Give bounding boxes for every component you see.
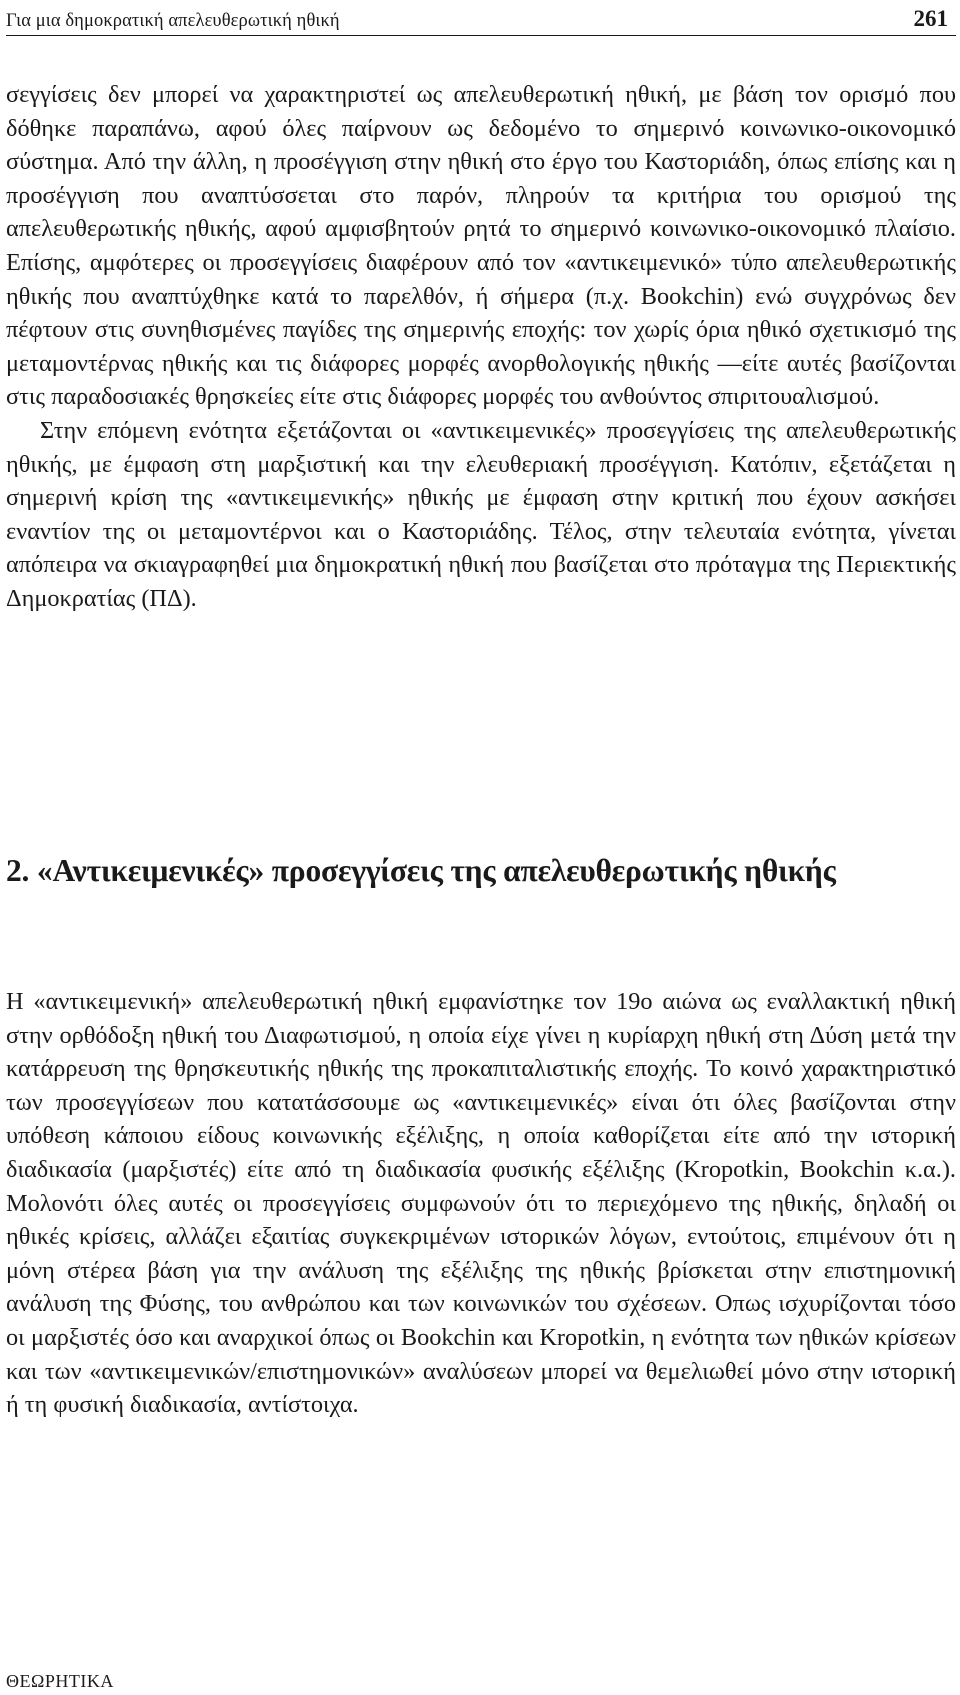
section-heading: 2. «Αντικειμενικές» προσεγγίσεις της απελευθερωτικής ηθικής	[6, 853, 836, 888]
body-text	[6, 78, 956, 616]
book-page	[6, 0, 956, 1695]
footer-journal-name: ΘΕΩΡΗΤΙΚΑ	[6, 1671, 114, 1691]
paragraph: Στην επόμενη ενότητα εξετάζονται οι «αντικειμενικές» προσεγγίσεις της απελευθερωτικής ηθικής, με έμφαση στη μαρξιστική και την ελευθεριακή προσέγγιση. Κατόπιν, εξετάζεται η σημερινή κρίση της «αντικειμενικής» ηθικής με έμφαση στην κριτική που έχουν ασκήσει εναντίον της οι μεταμοντέρνοι και ο Καστοριάδης. Τέλος, στην τελευταία ενότητα, γίνεται απόπειρα να σκιαγραφηθεί μια δημοκρατική ηθική που βασίζεται στο πρόταγμα της Περιεκτικής Δημοκρατίας (ΠΔ).	[6, 416, 956, 612]
section-body	[6, 985, 956, 1422]
running-title: Για μια δημοκρατική απελευθερωτική ηθική	[6, 10, 340, 31]
running-head	[6, 6, 956, 30]
page-number: 261	[913, 6, 948, 31]
section-paragraph: Η «αντικειμενική» απελευθερωτική ηθική εμφανίστηκε τον 19ο αιώνα ως εναλλακτική ηθική στην ορθόδοξη ηθική του Διαφωτισμού, η οποία είχε γίνει η κυρίαρχη ηθική στη Δύση μετά την κατάρρευση της θρησκευτικής ηθικής της προκαπιταλιστικής εποχής. Το κοινό χαρακτηριστικό των προσεγγίσεων που κατατάσσουμε ως «αντικειμενικές» είναι ότι όλες βασίζονται στην υπόθεση κάποιου είδους κοινωνικής εξέλιξης, η οποία καθορίζεται είτε από την ιστορική διαδικασία (μαρξιστές) είτε από τη διαδικασία φυσικής εξέλιξης (Kropotkin, Bookchin κ.α.). Μολονότι όλες αυτές οι προσεγγίσεις συμφωνούν ότι το περιεχόμενο της ηθικής, δηλαδή οι ηθικές κρίσεις, αλλάζει εξαιτίας συγκεκριμένων ιστορικών λόγων, εντούτοις, επιμένουν ότι η μόνη στέρεα βάση για την ανάλυση της εξέλιξης της ηθικής βρίσκεται στην επιστημονική ανάλυση της Φύσης, του ανθρώπου και των κοινωνικών του σχέσεων. Οπως ισχυρίζονται τόσο οι μαρξιστές όσο και αναρχικοί όπως οι Bookchin και Kropotkin, η ενότητα των ηθικών κρίσεων και των «αντικειμενικών/επιστημονικών» αναλύσεων μπορεί να θεμελιωθεί μόνο στην ιστορική ή τη φυσική διαδικασία, αντίστοιχα.	[6, 988, 956, 1419]
header-rule	[6, 35, 956, 36]
paragraph: σεγγίσεις δεν μπορεί να χαρακτηριστεί ως απελευθερωτική ηθική, με βάση τον ορισμό που δόθηκε παραπάνω, αφού όλες παίρνουν ως δεδομένο το σημερινό κοινωνικο-οικονομικό σύστημα. Από την άλλη, η προσέγγιση στην ηθική στο έργο του Καστοριάδη, όπως επίσης και η προσέγγιση που αναπτύσσεται στο παρόν, πληρούν τα κριτήρια του ορισμού της απελευθερωτικής ηθικής, αφού αμφισβητούν ρητά το σημερινό κοινωνικο-οικονομικό πλαίσιο. Επίσης, αμφότερες οι προσεγγίσεις διαφέρουν από τον «αντικειμενικό» τύπο απελευθερωτικής ηθικής που αναπτύχθηκε κατά το παρελθόν, ή σήμερα (π.χ. Bookchin) ενώ συγχρόνως δεν πέφτουν στις συνηθισμένες παγίδες της σημερινής εποχής: τον χωρίς όρια ηθικό σχετικισμό της μεταμοντέρνας ηθικής και τις διάφορες μορφές ανορθολογικής ηθικής —είτε αυτές βασίζονται στις παραδοσιακές θρησκείες είτε στις διάφορες μορφές του ανθούντος σπιριτουαλισμού.	[6, 81, 956, 411]
